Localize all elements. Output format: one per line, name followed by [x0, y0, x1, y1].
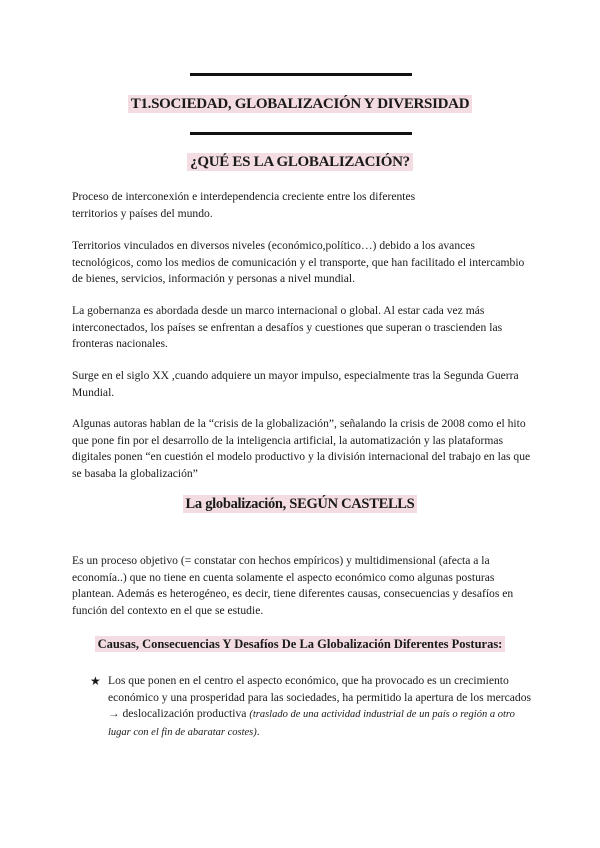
paragraph-territorios: Territorios vinculados en diversos niveles (económico,político…) debido a los avances tecnológicos, como los medios de comunicación y el transporte, que han facilitado el intercambio de bienes, servicios, información y personas a nivel mundial.	[72, 239, 525, 285]
section-heading-castells-text: La globalización, SEGÚN CASTELLS	[183, 495, 418, 513]
list-item	[72, 673, 532, 741]
section-heading-text: ¿QUÉ ES LA GLOBALIZACIÓN?	[187, 153, 413, 171]
paragraph-crisis: Algunas autoras hablan de la “crisis de la globalización”, señalando la crisis de 2008 como el hito que pone fin por el desarrollo de la inteligencia artificial, la automatización y las plataformas digitales ponen “en cuestión el modelo productivo y la división internacional del trabajo en las que se basaba la globalización”	[72, 417, 531, 480]
paragraph-siglo-xx: Surge en el siglo XX ,cuando adquiere un mayor impulso, especialmente tras la Segunda Guerra Mundial.	[72, 369, 519, 399]
paragraph-castells: Es un proceso objetivo (= constatar con hechos empíricos) y multidimensional (afecta a la economía..) que no tiene en cuenta solamente el aspecto económico como algunas posturas plantean. Además es heterogéneo, es decir, tiene diferentes causas, consecuencias y desafíos en función del contexto en el que se estudie.	[72, 554, 514, 617]
paragraph-definition: Proceso de interconexión e interdependencia creciente entre los diferentes territorios y países del mundo.	[72, 190, 416, 220]
list-item-text	[108, 673, 532, 741]
bullet-italic-text: (traslado de una actividad industrial de un país o región a otro lugar con el fin de abaratar costes)	[108, 709, 515, 738]
bullet-text: Los que ponen en el centro el aspecto económico, que ha provocado es un crecimiento económico y una prosperidad para las sociedades, ha permitido la apertura de los mercados → deslocalización productiva	[108, 674, 532, 720]
bullet-end: .	[256, 724, 260, 738]
page-title-text: T1.SOCIEDAD, GLOBALIZACIÓN Y DIVERSIDAD	[128, 95, 473, 113]
page-title	[0, 95, 600, 113]
subheading-posturas	[0, 635, 600, 653]
bottom-rule	[190, 132, 412, 135]
section-heading-globalizacion	[0, 153, 600, 171]
section-heading-castells	[0, 495, 600, 513]
subheading-posturas-text: Causas, Consecuencias Y Desafíos De La Globalización Diferentes Posturas:	[95, 636, 506, 652]
paragraph-gobernanza: La gobernanza es abordada desde un marco internacional o global. Al estar cada vez más interconectados, los países se enfrentan a desafíos y cuestiones que superan o trascienden las fronteras nacionales.	[72, 304, 503, 350]
star-icon: ★	[90, 674, 101, 688]
top-rule	[190, 73, 412, 76]
